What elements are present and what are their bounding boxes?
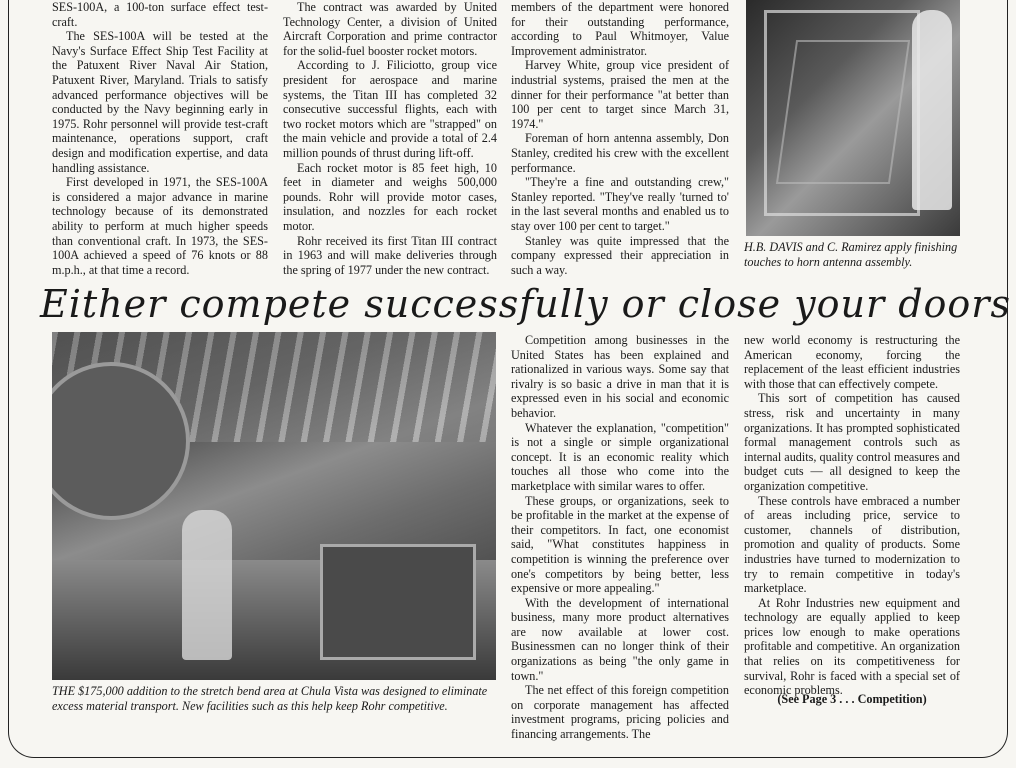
- continuation-note: (See Page 3 . . . Competition): [777, 692, 927, 706]
- paragraph: Harvey White, group vice president of industrial systems, praised the men at the dinner for their performance "at better than 100 per cent to target since March 31, 1974.": [511, 58, 729, 131]
- paragraph: This sort of competition has caused stress, risk and uncertainty in many organizations. It has prompted sophisticated formal management controls such as internal audits, quality control measures and budget cuts — all designed to keep the organization competitive.: [744, 391, 960, 493]
- stretch-bend-photo-caption: THE $175,000 addition to the stretch bend area at Chula Vista was designed to eliminate excess material transport. New facilities such as this help keep Rohr competitive.: [52, 684, 488, 713]
- paragraph: Foreman of horn antenna assembly, Don Stanley, credited his crew with the excellent performance.: [511, 131, 729, 175]
- paragraph: These controls have embraced a number of areas including price, service to customer, channels of distribution, promotion and quality of products. Some industries have turned to modernization to try to remain competitive in today's marketplace.: [744, 493, 960, 596]
- paragraph: These groups, or organizations, seek to be profitable in the market at the expense of their competitors. In fact, one economist said, "What constitutes happiness in competition is winning the preference over one's competitors by being better, less expensive or more appealing.": [511, 493, 729, 596]
- paragraph: With the development of international business, many more product alternatives are now available at lower cost. Businessmen can no longer think of their organizations as being "the only game in town.": [511, 595, 729, 683]
- paragraph: First developed in 1971, the SES-100A is considered a major advance in marine technology because of its demonstrated ability to perform at much higher speeds than conventional craft. In 1973, the SES-100A achieved a speed of 76 knots or 88 m.p.h., at that time a record.: [52, 175, 268, 277]
- paragraph: The net effect of this foreign competition on corporate management has affected investment programs, pricing policies and financing arrangements. The: [511, 683, 729, 742]
- paragraph: At Rohr Industries new equipment and technology are equally applied to keep prices low enough to make operations profitable and competitive. An organization that relies on its competitiveness for survival, Rohr is faced with a special set of economic problems.: [744, 595, 960, 698]
- paragraph: The SES-100A will be tested at the Navy's Surface Effect Ship Test Facility at the Patuxent River Naval Air Station, Patuxent River, Maryland. Trials to satisfy advanced performance objectives will be conducted by the Navy beginning early in 1975. Rohr personnel will provide test-craft maintenance, operations support, craft design and modification expertise, and data handling assistance.: [52, 29, 268, 175]
- article-column-2: [744, 333, 960, 698]
- paragraph: The contract was awarded by United Technology Center, a division of United Aircraft Corporation and prime contractor for the solid-fuel booster rocket motors.: [283, 0, 497, 58]
- paragraph: members of the department were honored for their outstanding performance, according to Paul Whitmoyer, Value Improvement administrator.: [511, 0, 729, 58]
- paragraph: According to J. Filiciotto, group vice president for aerospace and marine systems, the Titan III has completed 32 consecutive successful flights, each with two rocket motors which are "strapped" on the main vehicle and provide a total of 2.4 million pounds of thrust during lift-off.: [283, 58, 497, 160]
- article-headline: Either compete successfully or close your doors: [40, 282, 1011, 326]
- paragraph: Stanley was quite impressed that the company expressed their appreciation in such a way.: [511, 233, 729, 277]
- paragraph: "They're a fine and outstanding crew," Stanley reported. "They've really 'turned to' in the last several months and enabled us to stay over 100 per cent to target.": [511, 175, 729, 233]
- paragraph: Rohr received its first Titan III contract in 1963 and will make deliveries through the spring of 1977 under the new contract.: [283, 233, 497, 277]
- article-column-1: [511, 333, 729, 742]
- paragraph: SES-100A, a 100-ton surface effect test-craft.: [52, 0, 268, 29]
- paragraph: new world economy is restructuring the American economy, forcing the replacement of the least efficient industries with those that can effectively compete.: [744, 333, 960, 391]
- paragraph: Whatever the explanation, "competition" is not a single or simple organizational concept. It is an economic reality which touches all those who come into the marketplace with similar wares to offer.: [511, 420, 729, 493]
- paragraph: Each rocket motor is 85 feet high, 10 feet in diameter and weighs 500,000 pounds. Rohr will provide motor cases, insulation, and nozzles for each rocket motor.: [283, 160, 497, 233]
- stretch-bend-area-photo: [52, 332, 496, 680]
- top-column-1: [52, 0, 268, 277]
- top-column-3: [511, 0, 729, 277]
- top-column-2: [283, 0, 497, 277]
- paragraph: Competition among businesses in the United States has been explained and rationalized in various ways. Some say that rivalry is so basic a drive in man that it is expressed even in his social and economic behavior.: [511, 333, 729, 420]
- antenna-assembly-photo: [746, 0, 960, 236]
- antenna-photo-caption: H.B. DAVIS and C. Ramirez apply finishing touches to horn antenna assembly.: [744, 240, 958, 269]
